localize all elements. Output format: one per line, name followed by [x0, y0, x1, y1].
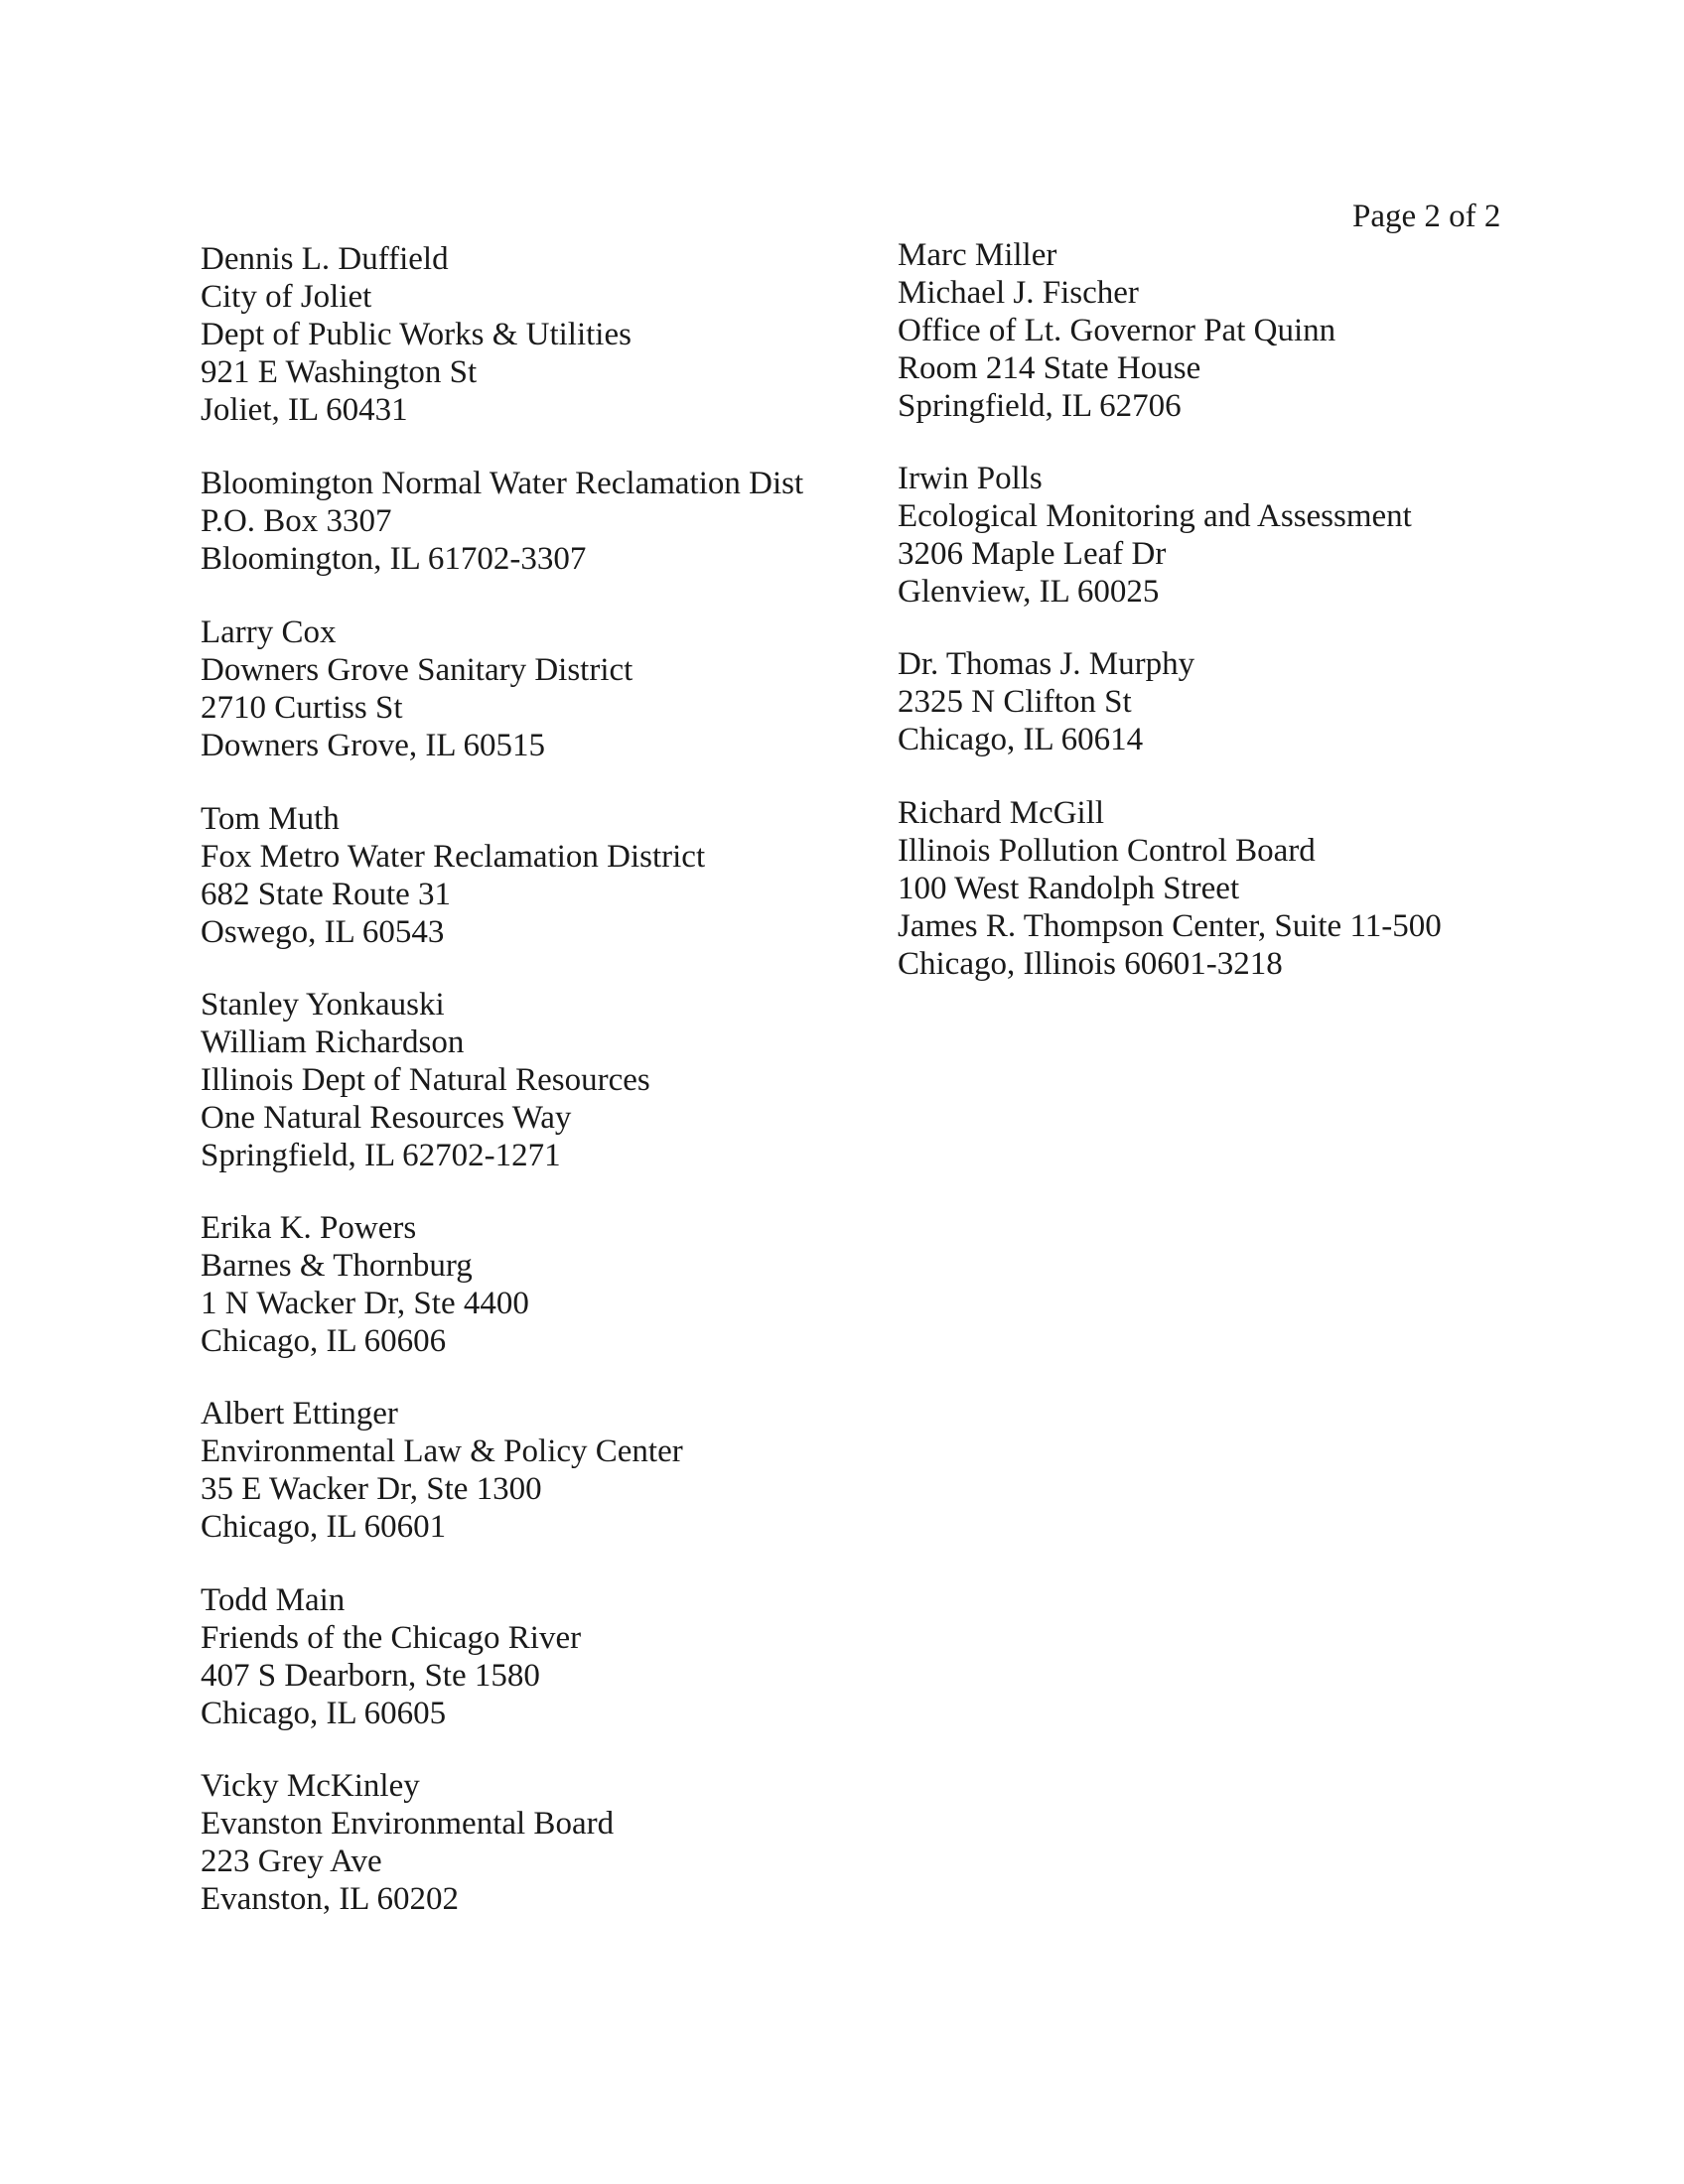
address-line: 2325 N Clifton St: [898, 684, 1132, 720]
address-line: 407 S Dearborn, Ste 1580: [201, 1658, 540, 1694]
address-line: Dept of Public Works & Utilities: [201, 317, 632, 352]
address-line: 2710 Curtiss St: [201, 690, 403, 726]
address-line: Bloomington, IL 61702-3307: [201, 541, 587, 577]
address-block: [201, 240, 632, 429]
address-line: Glenview, IL 60025: [898, 574, 1160, 610]
address-line: Downers Grove, IL 60515: [201, 728, 546, 763]
address-line: City of Joliet: [201, 279, 372, 315]
address-block: [898, 645, 1194, 758]
address-line: Stanley Yonkauski: [201, 987, 445, 1023]
address-line: 223 Grey Ave: [201, 1843, 382, 1879]
address-block: [898, 460, 1412, 611]
address-line: Chicago, IL 60614: [898, 722, 1144, 757]
address-line: Dr. Thomas J. Murphy: [898, 646, 1195, 682]
address-line: Evanston Environmental Board: [201, 1806, 615, 1842]
address-block: [201, 1395, 683, 1546]
address-line: Vicky McKinley: [201, 1768, 420, 1804]
address-line: Irwin Polls: [898, 461, 1043, 496]
address-line: Office of Lt. Governor Pat Quinn: [898, 313, 1336, 348]
address-line: Oswego, IL 60543: [201, 914, 445, 950]
address-line: Room 214 State House: [898, 350, 1201, 386]
address-line: Michael J. Fischer: [898, 275, 1139, 311]
address-line: Friends of the Chicago River: [201, 1620, 582, 1656]
address-block: [898, 794, 1442, 983]
address-block: [201, 1209, 529, 1360]
address-line: Chicago, IL 60606: [201, 1323, 447, 1359]
address-line: Illinois Dept of Natural Resources: [201, 1062, 650, 1098]
address-line: Illinois Pollution Control Board: [898, 833, 1316, 869]
address-block: [201, 986, 650, 1174]
address-line: Environmental Law & Policy Center: [201, 1433, 683, 1469]
address-line: 1 N Wacker Dr, Ste 4400: [201, 1286, 529, 1321]
address-line: One Natural Resources Way: [201, 1100, 572, 1136]
address-line: Marc Miller: [898, 237, 1057, 273]
address-line: Todd Main: [201, 1582, 346, 1618]
address-line: Chicago, Illinois 60601-3218: [898, 946, 1283, 982]
address-block: [201, 800, 705, 951]
page-number: Page 2 of 2: [1352, 199, 1501, 234]
address-line: Ecological Monitoring and Assessment: [898, 498, 1412, 534]
address-line: Joliet, IL 60431: [201, 392, 408, 428]
address-line: 35 E Wacker Dr, Ste 1300: [201, 1471, 542, 1507]
address-line: 921 E Washington St: [201, 354, 478, 390]
address-line: Downers Grove Sanitary District: [201, 652, 633, 688]
address-line: Tom Muth: [201, 801, 340, 837]
address-block: [201, 465, 803, 578]
address-line: Chicago, IL 60605: [201, 1696, 447, 1731]
address-line: James R. Thompson Center, Suite 11-500: [898, 908, 1442, 944]
address-line: Springfield, IL 62706: [898, 388, 1182, 424]
address-line: Evanston, IL 60202: [201, 1881, 459, 1917]
address-line: Bloomington Normal Water Reclamation Dist: [201, 466, 804, 501]
address-line: William Richardson: [201, 1024, 465, 1060]
address-line: 100 West Randolph Street: [898, 871, 1240, 906]
address-line: Chicago, IL 60601: [201, 1509, 447, 1545]
address-block: [898, 236, 1335, 425]
address-line: Richard McGill: [898, 795, 1105, 831]
address-line: Albert Ettinger: [201, 1396, 398, 1432]
address-line: 682 State Route 31: [201, 877, 452, 912]
address-line: Barnes & Thornburg: [201, 1248, 473, 1284]
address-line: Erika K. Powers: [201, 1210, 417, 1246]
address-block: [201, 1767, 614, 1918]
address-line: Springfield, IL 62702-1271: [201, 1138, 561, 1173]
address-line: P.O. Box 3307: [201, 503, 392, 539]
address-line: Fox Metro Water Reclamation District: [201, 839, 706, 875]
address-line: 3206 Maple Leaf Dr: [898, 536, 1167, 572]
address-block: [201, 1581, 581, 1732]
address-block: [201, 614, 632, 764]
address-line: Larry Cox: [201, 614, 337, 650]
address-line: Dennis L. Duffield: [201, 241, 449, 277]
